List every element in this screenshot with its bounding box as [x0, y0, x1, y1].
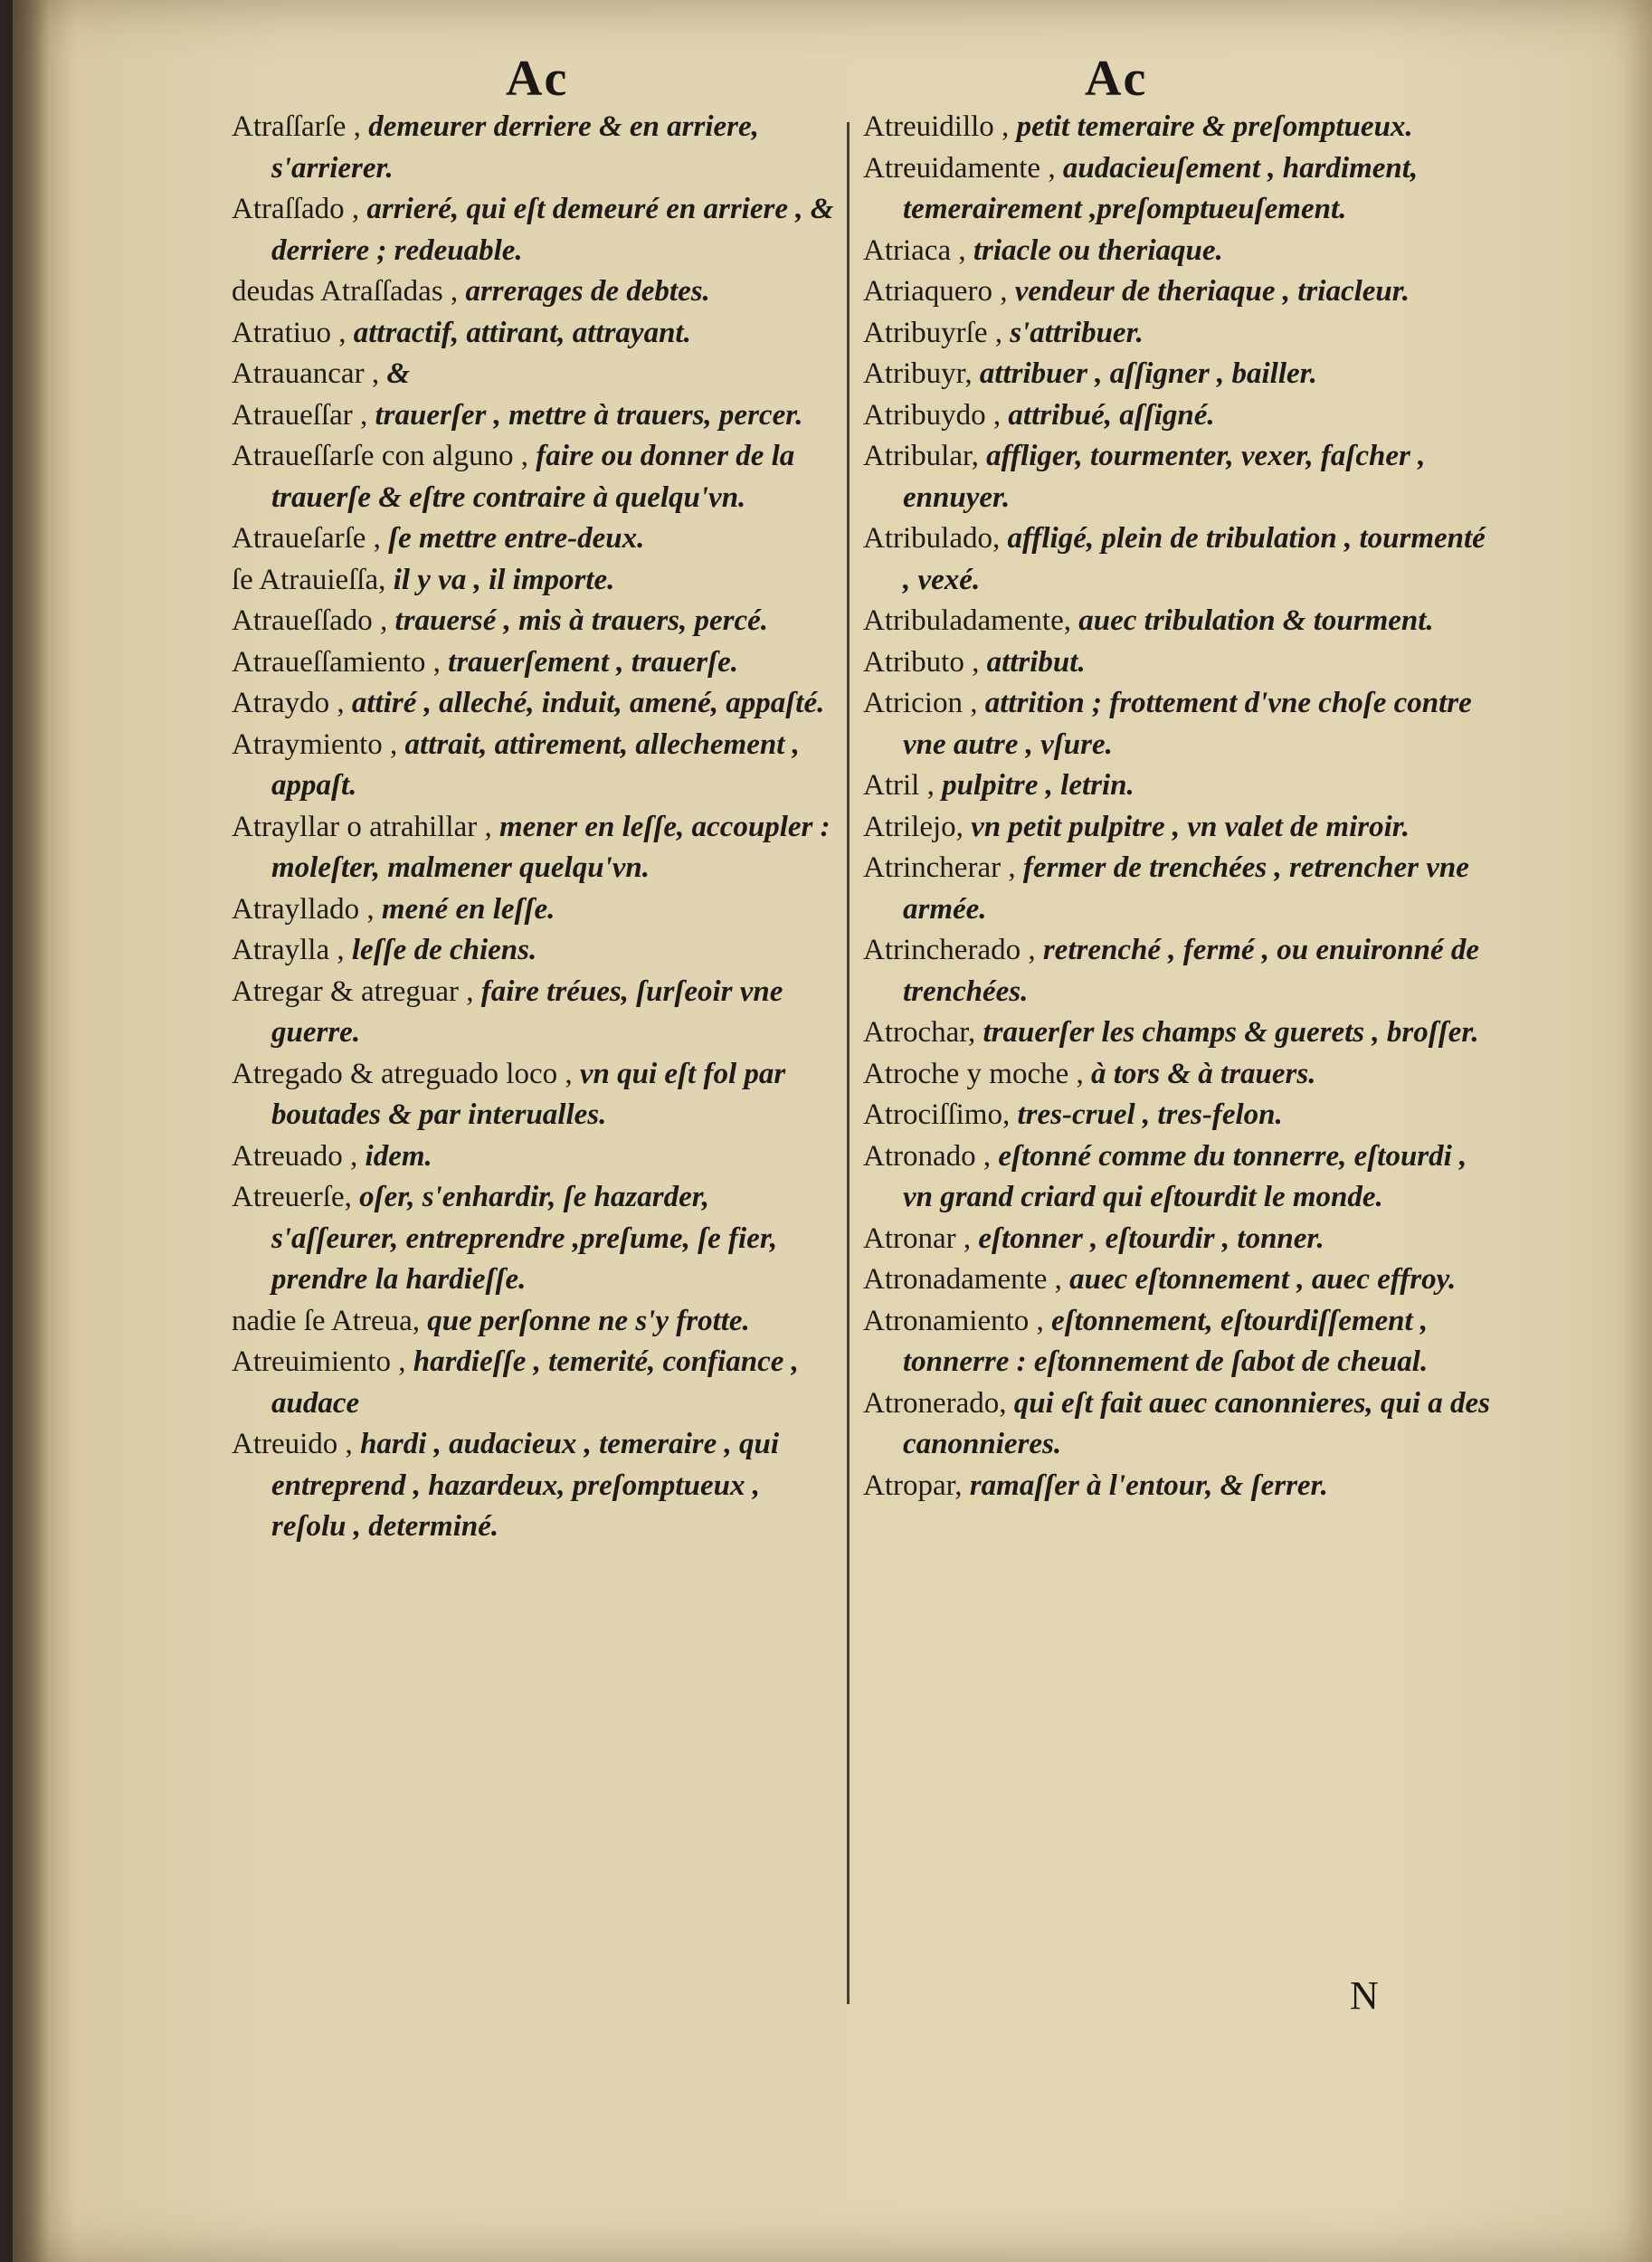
entry-headword: Atribuydo , — [863, 398, 1009, 432]
dictionary-entry — [863, 271, 1496, 313]
entry-definition: idem. — [365, 1139, 432, 1173]
dictionary-entry — [863, 1259, 1496, 1301]
dictionary-entry — [863, 1095, 1496, 1136]
entry-headword: Atribular, — [863, 440, 987, 472]
dictionary-entry — [863, 436, 1496, 518]
entry-headword: deudas Atraſſadas , — [232, 275, 466, 308]
entry-headword: Atronado , — [863, 1139, 999, 1173]
dictionary-entry — [863, 1383, 1496, 1466]
dictionary-entry — [232, 271, 840, 313]
dictionary-entry — [863, 807, 1496, 849]
entry-definition: leſſe de chiens. — [351, 934, 537, 966]
entry-headword: Atronamiento , — [863, 1304, 1052, 1337]
dictionary-entry — [863, 1012, 1496, 1054]
entry-definition: hardi , audacieux , temeraire , qui entreprend , hazardeux, preſomptueux , reſolu , determiné. — [271, 1428, 779, 1543]
dictionary-entry — [863, 518, 1496, 601]
signature-mark: N — [1350, 1973, 1379, 2018]
entry-definition: arrerages de debtes. — [465, 275, 710, 308]
dictionary-entry — [232, 395, 840, 437]
entry-headword: Atregado & atreguado loco , — [232, 1057, 580, 1090]
entry-definition: attrition ; frottement d'vne choſe contre vne autre , vſure. — [903, 687, 1472, 761]
dictionary-entry — [863, 107, 1496, 148]
dictionary-entry — [232, 107, 840, 189]
dictionary-entry — [863, 354, 1496, 395]
dictionary-entry — [232, 601, 840, 642]
entry-definition: qui eſt fait auec canonnieres, qui a des canonnieres. — [903, 1386, 1490, 1460]
column-divider — [847, 122, 850, 2004]
entry-definition: hardieſſe , temerité, confiance , audace — [271, 1345, 799, 1420]
dictionary-entry — [863, 601, 1496, 642]
entry-definition: eſtonner , eſtourdir , tonner. — [978, 1221, 1324, 1255]
entry-definition: auec tribulation & tourment. — [1078, 604, 1434, 637]
entry-headword: Atraueſarſe , — [232, 522, 389, 555]
entry-headword: Atril , — [863, 769, 943, 802]
entry-headword: Atroche y moche , — [863, 1057, 1091, 1090]
entry-definition: trauerſer les champs & guerets , broſſer. — [983, 1016, 1479, 1049]
dictionary-entry — [232, 725, 840, 807]
entry-headword: Atribuyr, — [863, 357, 980, 390]
entry-definition: vn petit pulpitre , vn valet de miroir. — [971, 810, 1410, 843]
entry-definition: pulpitre , letrin. — [942, 769, 1135, 802]
entry-headword: Atrayllado , — [232, 892, 382, 926]
dictionary-entry — [232, 1177, 840, 1301]
dictionary-entry — [232, 1301, 840, 1343]
entry-definition: mené en leſſe. — [381, 892, 555, 926]
page-binding-shadow — [13, 0, 49, 2262]
entry-definition: faire tréues, ſurſeoir vne guerre. — [271, 974, 783, 1049]
entry-headword: Atrilejo, — [863, 810, 972, 843]
entry-headword: Atraueſſarſe con alguno , — [232, 440, 536, 472]
dictionary-entry — [232, 1136, 840, 1178]
entry-headword: Atronadamente , — [863, 1263, 1070, 1296]
entry-headword: Atribuyrſe , — [863, 316, 1011, 349]
dictionary-entry — [863, 683, 1496, 765]
left-column — [232, 107, 840, 1548]
entry-headword: Atrociſſimo, — [863, 1098, 1018, 1131]
book-page — [13, 0, 1652, 2262]
entry-definition: trauerſement , trauerſe. — [448, 645, 738, 679]
dictionary-entry — [863, 848, 1496, 930]
entry-headword: Atribulado, — [863, 522, 1008, 555]
entry-headword: Atraymiento , — [232, 727, 405, 761]
running-head-left: Ac — [506, 51, 569, 107]
entry-headword: Atraueſſamiento , — [232, 645, 449, 679]
entry-definition: attrait, attirement, allechement , appaſt. — [271, 727, 800, 802]
dictionary-entry — [232, 642, 840, 684]
entry-headword: Atraylla , — [232, 934, 352, 966]
dictionary-entry — [863, 231, 1496, 272]
entry-headword: Atrincherar , — [863, 851, 1023, 884]
dictionary-entry — [232, 889, 840, 931]
entry-definition: attractif, attirant, attrayant. — [353, 316, 691, 349]
entry-definition: arrieré, qui eſt demeuré en arriere , & derriere ; redeuable. — [271, 193, 834, 267]
entry-definition: il y va , il importe. — [393, 563, 615, 596]
dictionary-entry — [232, 807, 840, 889]
entry-definition: eſtonné comme du tonnerre, eſtourdi , vn grand criard qui eſtourdit le monde. — [903, 1139, 1467, 1213]
dictionary-entry — [232, 313, 840, 355]
entry-headword: Atrayllar o atrahillar , — [232, 810, 499, 843]
dictionary-entry — [232, 930, 840, 972]
dictionary-entry — [232, 972, 840, 1054]
running-head-right: Ac — [1085, 51, 1148, 107]
entry-headword: Atreuado , — [232, 1139, 366, 1173]
dictionary-entry — [863, 148, 1496, 231]
entry-headword: Atreuidillo , — [863, 110, 1017, 143]
entry-definition: attribué, aſſigné. — [1008, 398, 1215, 432]
entry-headword: Atriaca , — [863, 233, 973, 267]
entry-headword: Atratiuo , — [232, 316, 354, 349]
entry-definition: trauerſer , mettre à trauers, percer. — [375, 398, 803, 432]
entry-definition: trauersé , mis à trauers, percé. — [394, 604, 769, 637]
entry-definition: vendeur de theriaque , triacleur. — [1014, 275, 1410, 308]
dictionary-entry — [232, 354, 840, 395]
entry-definition: oſer, s'enhardir, ſe hazarder, s'aſſeurer, entreprendre ,preſume, ſe fier, prendre la hardieſſe. — [271, 1181, 778, 1296]
dictionary-entry — [863, 313, 1496, 355]
entry-definition: auec eſtonnement , auec effroy. — [1069, 1263, 1457, 1296]
dictionary-entry — [863, 1466, 1496, 1507]
entry-headword: Atronar , — [863, 1221, 979, 1255]
dictionary-entry — [863, 1136, 1496, 1219]
entry-headword: Atrincherado , — [863, 934, 1043, 966]
dictionary-entry — [232, 683, 840, 725]
entry-definition: retrenché , fermé , ou enuironné de trenchées. — [903, 934, 1480, 1008]
entry-definition: triacle ou theriaque. — [973, 233, 1223, 267]
entry-definition: demeurer derriere & en arriere, s'arrierer. — [271, 110, 759, 185]
entry-definition: à tors & à trauers. — [1091, 1057, 1316, 1090]
dictionary-entry — [863, 765, 1496, 807]
entry-headword: Atreuimiento , — [232, 1345, 413, 1378]
entry-definition: que perſonne ne s'y frotte. — [427, 1304, 750, 1337]
dictionary-entry — [863, 1054, 1496, 1096]
entry-definition: mener en leſſe, accoupler : moleſter, malmener quelqu'vn. — [271, 810, 831, 884]
dictionary-entry — [232, 1054, 840, 1136]
dictionary-entry — [863, 395, 1496, 437]
entry-headword: Atronerado, — [863, 1386, 1014, 1420]
entry-definition: faire ou donner de la trauerſe & eſtre contraire à quelqu'vn. — [271, 440, 795, 514]
dictionary-entry — [863, 642, 1496, 684]
entry-definition: audacieuſement , hardiment, temerairement ,preſomptueuſement. — [903, 151, 1419, 225]
entry-headword: Atreuerſe, — [232, 1181, 360, 1213]
entry-headword: Atraydo , — [232, 687, 352, 719]
dictionary-entry — [232, 560, 840, 602]
entry-headword: Atraſſarſe , — [232, 110, 369, 143]
dictionary-entry — [232, 1342, 840, 1424]
entry-definition: affligé, plein de tribulation , tourmenté , vexé. — [903, 522, 1486, 596]
dictionary-entry — [232, 1424, 840, 1548]
dictionary-entry — [232, 518, 840, 560]
entry-headword: ſe Atrauieſſa, — [232, 563, 394, 596]
entry-definition: & — [386, 357, 410, 390]
entry-definition: vn qui eſt fol par boutades & par interualles. — [271, 1057, 786, 1131]
entry-headword: nadie ſe Atreua, — [232, 1304, 428, 1337]
dictionary-entry — [232, 436, 840, 518]
entry-definition: fermer de trenchées , retrencher vne armée. — [903, 851, 1469, 926]
entry-headword: Atropar, — [863, 1468, 970, 1502]
entry-definition: tres-cruel , tres-felon. — [1017, 1098, 1283, 1131]
entry-headword: Atreuido , — [232, 1428, 361, 1460]
entry-definition: attribuer , aſſigner , bailler. — [979, 357, 1317, 390]
entry-headword: Atraſſado , — [232, 193, 367, 225]
dictionary-entry — [863, 930, 1496, 1012]
dictionary-entry — [863, 1219, 1496, 1260]
entry-definition: ramaſſer à l'entour, & ſerrer. — [969, 1468, 1328, 1502]
entry-definition: attribut. — [986, 645, 1086, 679]
entry-headword: Atraueſſar , — [232, 398, 375, 432]
entry-headword: Atricion , — [863, 687, 985, 719]
entry-definition: ſe mettre entre-deux. — [388, 522, 645, 555]
entry-headword: Atriaquero , — [863, 275, 1015, 308]
entry-definition: attiré , alleché, induit, amené, appaſté. — [351, 687, 825, 719]
dictionary-entry — [232, 189, 840, 271]
entry-headword: Atreuidamente , — [863, 151, 1063, 185]
entry-definition: s'attribuer. — [1010, 316, 1144, 349]
entry-headword: Atraueſſado , — [232, 604, 395, 637]
entry-definition: affliger, tourmenter, vexer, faſcher , ennuyer. — [903, 440, 1426, 514]
right-column — [863, 107, 1496, 1506]
entry-definition: petit temeraire & preſomptueux. — [1016, 110, 1413, 143]
entry-headword: Atrauancar , — [232, 357, 387, 390]
entry-headword: Atribuladamente, — [863, 604, 1079, 637]
entry-headword: Atrochar, — [863, 1016, 983, 1049]
dictionary-entry — [863, 1301, 1496, 1383]
entry-definition: eſtonnement, eſtourdiſſement , tonnerre : eſtonnement de ſabot de cheual. — [903, 1304, 1429, 1378]
entry-headword: Atregar & atreguar , — [232, 974, 481, 1008]
entry-headword: Atributo , — [863, 645, 987, 679]
